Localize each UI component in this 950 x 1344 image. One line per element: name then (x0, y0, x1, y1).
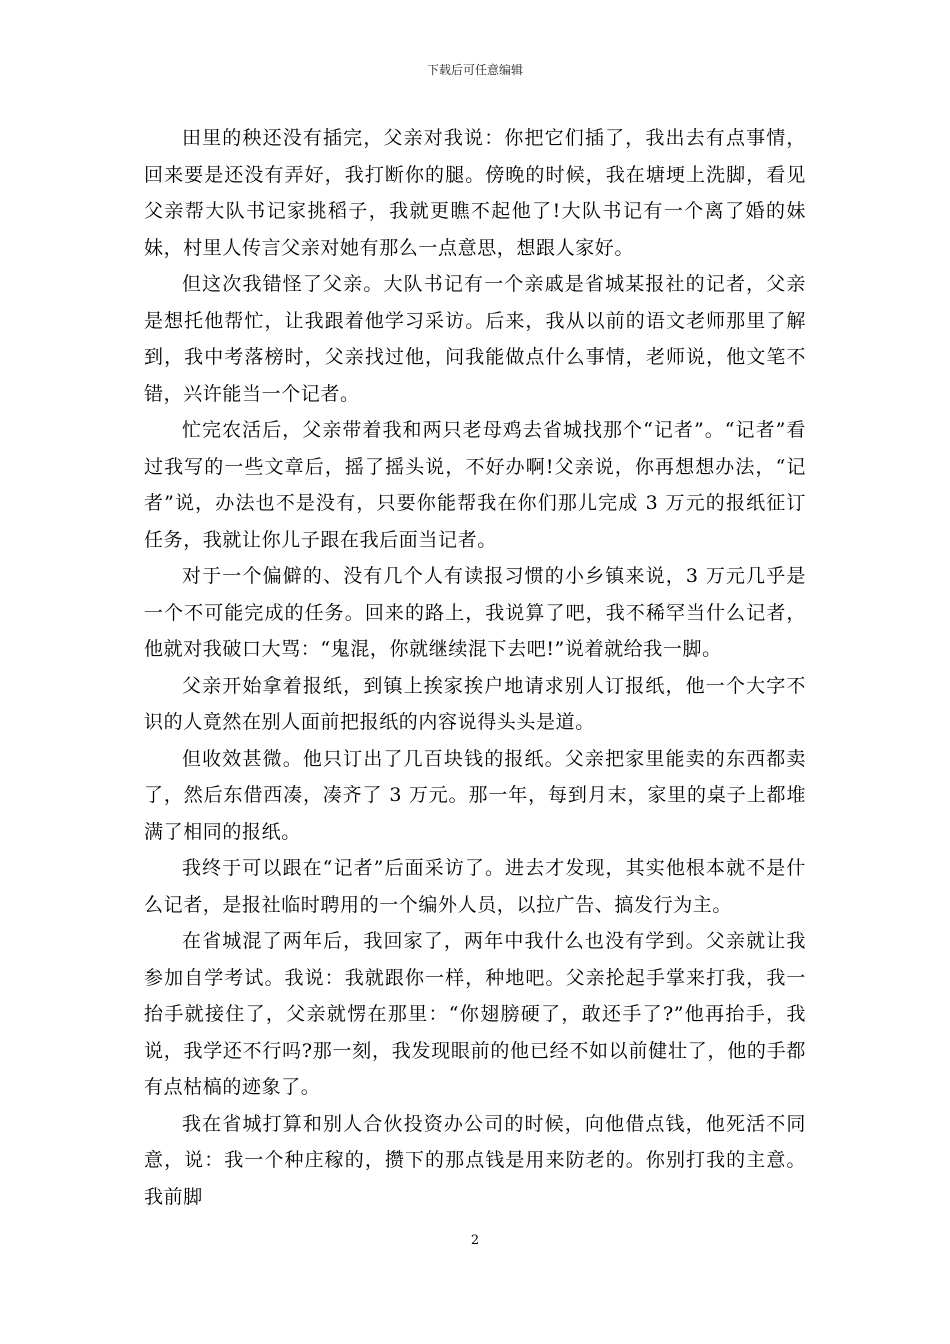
page-header: 下载后可任意编辑 (426, 63, 523, 77)
paragraph: 田里的秧还没有插完，父亲对我说：你把它们插了，我出去有点事情，回来要是还没有弄好，我打断你的腿。傍晚的时候，我在塘埂上洗脚，看见父亲帮大队书记家挑稻子，我就更瞧不起他了!大队书记有一个离了婚的妹妹，村里人传言父亲对她有那么一点意思，想跟人家好。 (144, 127, 806, 259)
paragraph: 我终于可以跟在“记者”后面采访了。进去才发现，其实他根本就不是什么记者，是报社临时聘用的一个编外人员，以拉广告、搞发行为主。 (144, 857, 806, 916)
article-body (144, 120, 806, 1215)
paragraph: 我在省城打算和别人合伙投资办公司的时候，向他借点钱，他死活不同意，说：我一个种庄稼的，攒下的那点钱是用来防老的。你别打我的主意。我前脚 (144, 1112, 806, 1208)
paragraph: 对于一个偏僻的、没有几个人有读报习惯的小乡镇来说，3 万元几乎是一个不可能完成的任务。回来的路上，我说算了吧，我不稀罕当什么记者，他就对我破口大骂：“鬼混，你就继续混下去吧!”说着就给我一脚。 (144, 565, 806, 660)
paragraph: 父亲开始拿着报纸，到镇上挨家挨户地请求别人订报纸，他一个大字不识的人竟然在别人面前把报纸的内容说得头头是道。 (144, 674, 806, 733)
page-number: 2 (470, 1233, 480, 1248)
paragraph: 忙完农活后，父亲带着我和两只老母鸡去省城找那个“记者”。“记者”看过我写的一些文章后，摇了摇头说，不好办啊!父亲说，你再想想办法，“记者”说，办法也不是没有，只要你能帮我在你们那儿完成 3 万元的报纸征订任务，我就让你儿子跟在我后面当记者。 (144, 419, 806, 551)
paragraph: 但收效甚微。他只订出了几百块钱的报纸。父亲把家里能卖的东西都卖了，然后东借西凑，凑齐了 3 万元。那一年，每到月末，家里的桌子上都堆满了相同的报纸。 (144, 747, 806, 843)
paragraph: 但这次我错怪了父亲。大队书记有一个亲戚是省城某报社的记者，父亲是想托他帮忙，让我跟着他学习采访。后来，我从以前的语文老师那里了解到，我中考落榜时，父亲找过他，问我能做点什么事情，老师说，他文笔不错，兴许能当一个记者。 (144, 273, 806, 405)
paragraph: 在省城混了两年后，我回家了，两年中我什么也没有学到。父亲就让我参加自学考试。我说：我就跟你一样，种地吧。父亲抡起手掌来打我，我一抬手就接住了，父亲就愣在那里：“你翅膀硬了，敢还手了?”他再抬手，我说，我学还不行吗?那一刻，我发现眼前的他已经不如以前健壮了，他的手都有点枯槁的迹象了。 (144, 930, 806, 1098)
